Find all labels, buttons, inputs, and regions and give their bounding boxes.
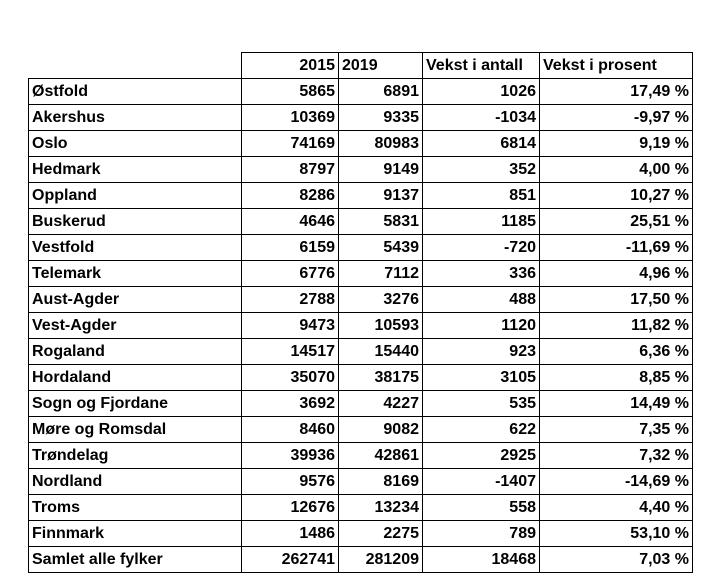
value-2015-cell: 262741	[242, 547, 339, 573]
county-name-cell: Aust-Agder	[29, 287, 242, 313]
table-row	[29, 261, 693, 287]
value-2019-cell: 10593	[339, 313, 423, 339]
value-2019-cell: 2275	[339, 521, 423, 547]
county-name-cell: Hedmark	[29, 157, 242, 183]
vekst-antall-cell: -1407	[423, 469, 540, 495]
header-vekst-i-prosent: Vekst i prosent	[540, 53, 693, 79]
vekst-prosent-cell: 7,03 %	[540, 547, 693, 573]
value-2015-cell: 8286	[242, 183, 339, 209]
county-name-cell: Sogn og Fjordane	[29, 391, 242, 417]
vekst-antall-cell: -1034	[423, 105, 540, 131]
county-name-cell: Rogaland	[29, 339, 242, 365]
table-row	[29, 417, 693, 443]
vekst-prosent-cell: 17,50 %	[540, 287, 693, 313]
value-2019-cell: 15440	[339, 339, 423, 365]
value-2019-cell: 9149	[339, 157, 423, 183]
vekst-prosent-cell: 14,49 %	[540, 391, 693, 417]
value-2019-cell: 42861	[339, 443, 423, 469]
vekst-antall-cell: 6814	[423, 131, 540, 157]
county-name-cell: Trøndelag	[29, 443, 242, 469]
table-row	[29, 105, 693, 131]
value-2019-cell: 9082	[339, 417, 423, 443]
vekst-antall-cell: 923	[423, 339, 540, 365]
table-row	[29, 235, 693, 261]
table-header-row	[29, 53, 693, 79]
header-2019: 2019	[339, 53, 423, 79]
value-2019-cell: 80983	[339, 131, 423, 157]
value-2015-cell: 35070	[242, 365, 339, 391]
table-row	[29, 469, 693, 495]
vekst-antall-cell: 622	[423, 417, 540, 443]
table-row	[29, 79, 693, 105]
value-2019-cell: 7112	[339, 261, 423, 287]
vekst-antall-cell: 3105	[423, 365, 540, 391]
value-2015-cell: 9576	[242, 469, 339, 495]
county-name-cell: Oppland	[29, 183, 242, 209]
county-name-cell: Finnmark	[29, 521, 242, 547]
table-row	[29, 521, 693, 547]
value-2015-cell: 39936	[242, 443, 339, 469]
table-row	[29, 391, 693, 417]
county-name-cell: Østfold	[29, 79, 242, 105]
value-2015-cell: 6776	[242, 261, 339, 287]
vekst-prosent-cell: 8,85 %	[540, 365, 693, 391]
county-name-cell: Møre og Romsdal	[29, 417, 242, 443]
value-2015-cell: 2788	[242, 287, 339, 313]
value-2015-cell: 8797	[242, 157, 339, 183]
vekst-antall-cell: 1185	[423, 209, 540, 235]
table-row	[29, 287, 693, 313]
vekst-prosent-cell: 7,35 %	[540, 417, 693, 443]
value-2015-cell: 6159	[242, 235, 339, 261]
table-row	[29, 365, 693, 391]
value-2015-cell: 12676	[242, 495, 339, 521]
value-2015-cell: 14517	[242, 339, 339, 365]
value-2019-cell: 9137	[339, 183, 423, 209]
header-vekst-i-antall: Vekst i antall	[423, 53, 540, 79]
vekst-antall-cell: 488	[423, 287, 540, 313]
vekst-prosent-cell: 6,36 %	[540, 339, 693, 365]
county-growth-table	[28, 52, 693, 573]
vekst-prosent-cell: -11,69 %	[540, 235, 693, 261]
vekst-antall-cell: 352	[423, 157, 540, 183]
county-name-cell: Hordaland	[29, 365, 242, 391]
table-row	[29, 495, 693, 521]
value-2015-cell: 5865	[242, 79, 339, 105]
vekst-prosent-cell: 10,27 %	[540, 183, 693, 209]
vekst-antall-cell: 18468	[423, 547, 540, 573]
county-name-cell: Buskerud	[29, 209, 242, 235]
value-2019-cell: 9335	[339, 105, 423, 131]
table-row	[29, 339, 693, 365]
value-2019-cell: 38175	[339, 365, 423, 391]
county-name-cell: Akershus	[29, 105, 242, 131]
vekst-prosent-cell: 11,82 %	[540, 313, 693, 339]
county-name-cell: Vest-Agder	[29, 313, 242, 339]
vekst-prosent-cell: 4,40 %	[540, 495, 693, 521]
header-2015: 2015	[242, 53, 339, 79]
value-2019-cell: 4227	[339, 391, 423, 417]
vekst-prosent-cell: 17,49 %	[540, 79, 693, 105]
county-name-cell: Telemark	[29, 261, 242, 287]
county-name-cell: Nordland	[29, 469, 242, 495]
vekst-antall-cell: 1026	[423, 79, 540, 105]
value-2019-cell: 8169	[339, 469, 423, 495]
vekst-prosent-cell: 7,32 %	[540, 443, 693, 469]
header-empty-cell	[29, 53, 242, 79]
table-row	[29, 209, 693, 235]
vekst-prosent-cell: 4,00 %	[540, 157, 693, 183]
value-2019-cell: 5831	[339, 209, 423, 235]
value-2019-cell: 281209	[339, 547, 423, 573]
vekst-prosent-cell: 9,19 %	[540, 131, 693, 157]
vekst-antall-cell: 789	[423, 521, 540, 547]
county-name-cell: Samlet alle fylker	[29, 547, 242, 573]
value-2019-cell: 13234	[339, 495, 423, 521]
table-row	[29, 547, 693, 573]
table-row	[29, 443, 693, 469]
vekst-antall-cell: -720	[423, 235, 540, 261]
vekst-prosent-cell: -9,97 %	[540, 105, 693, 131]
value-2015-cell: 10369	[242, 105, 339, 131]
table-row	[29, 183, 693, 209]
value-2015-cell: 74169	[242, 131, 339, 157]
vekst-antall-cell: 851	[423, 183, 540, 209]
value-2019-cell: 5439	[339, 235, 423, 261]
vekst-antall-cell: 336	[423, 261, 540, 287]
value-2015-cell: 4646	[242, 209, 339, 235]
county-name-cell: Vestfold	[29, 235, 242, 261]
value-2015-cell: 3692	[242, 391, 339, 417]
vekst-prosent-cell: 4,96 %	[540, 261, 693, 287]
vekst-antall-cell: 2925	[423, 443, 540, 469]
value-2015-cell: 1486	[242, 521, 339, 547]
table-row	[29, 131, 693, 157]
county-name-cell: Troms	[29, 495, 242, 521]
table-row	[29, 313, 693, 339]
vekst-antall-cell: 1120	[423, 313, 540, 339]
value-2019-cell: 3276	[339, 287, 423, 313]
vekst-antall-cell: 558	[423, 495, 540, 521]
value-2015-cell: 9473	[242, 313, 339, 339]
vekst-antall-cell: 535	[423, 391, 540, 417]
vekst-prosent-cell: 25,51 %	[540, 209, 693, 235]
table-row	[29, 157, 693, 183]
county-name-cell: Oslo	[29, 131, 242, 157]
vekst-prosent-cell: -14,69 %	[540, 469, 693, 495]
vekst-prosent-cell: 53,10 %	[540, 521, 693, 547]
value-2019-cell: 6891	[339, 79, 423, 105]
value-2015-cell: 8460	[242, 417, 339, 443]
